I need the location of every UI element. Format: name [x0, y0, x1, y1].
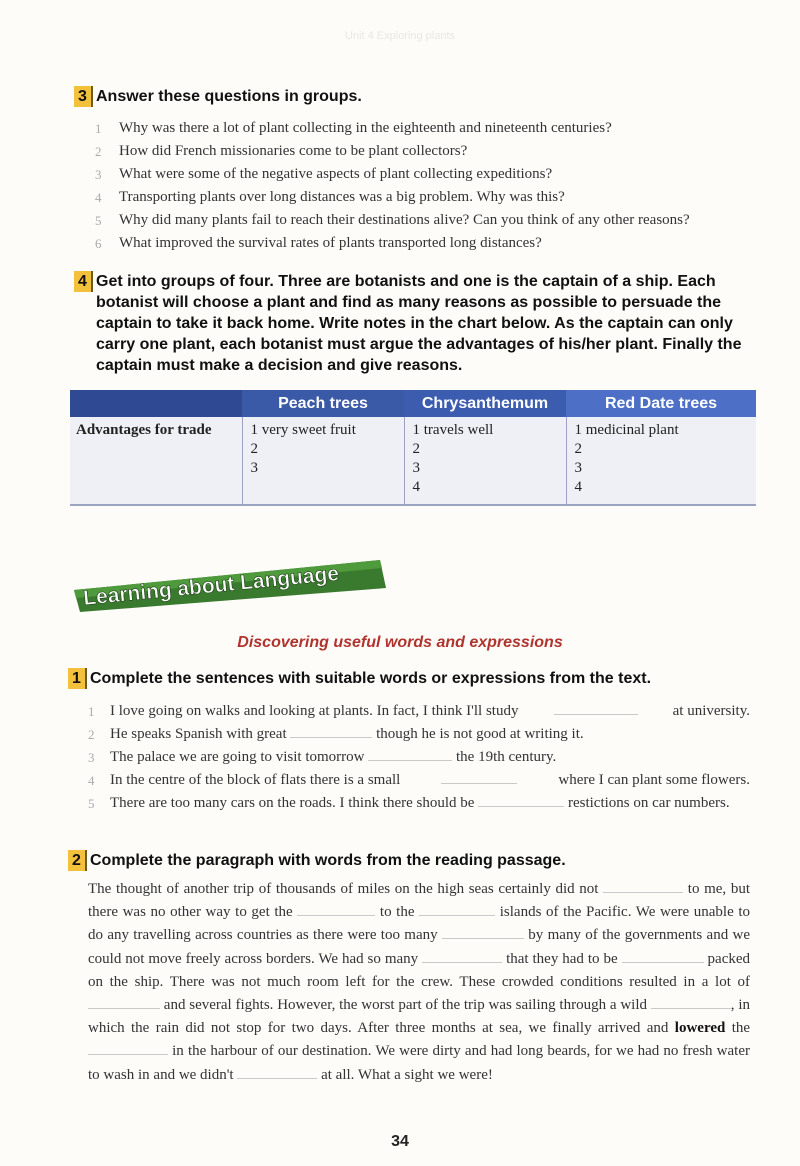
- note-line: 3: [250, 460, 258, 476]
- note-line: 1 travels well: [412, 422, 494, 438]
- paragraph-text: packed on the ship. There was not much room left for the crew. These crowded conditions resulted in a lot of: [88, 950, 751, 990]
- header-chrysanthemum: Chrysanthemum: [404, 390, 566, 417]
- paragraph-text: The thought of another trip of thousands of miles on the high seas certainly did not: [88, 881, 599, 897]
- item-text-after: restictions on car numbers.: [567, 795, 730, 811]
- paragraph-text: in the harbour of our destination. We were dirty and had long beards, for we had no fresh water to wash in and we didn't: [88, 1043, 750, 1083]
- section-4-number: 4: [74, 271, 93, 292]
- item-number: 1: [88, 704, 95, 719]
- answer-blank[interactable]: [368, 746, 452, 761]
- question-number: 1: [95, 121, 102, 136]
- paragraph-text: to the: [379, 904, 415, 921]
- section-4-instructions: Get into groups of four. Three are botanists and one is the captain of a ship. Each botanist will choose a plant and find as many reasons as possible to persuade the captain to take it back home. Write notes in the chart below. As the captain can only carry one plant, each botanist must argue the advantages of his/her plant. Finally the captain must make a decision and give reasons.: [96, 273, 742, 374]
- paragraph-text: by many of the governments and we could not move freely across borders. We had so many: [88, 927, 751, 967]
- exercise-1-heading: [68, 668, 651, 689]
- exercise-item: [88, 723, 750, 746]
- row-label-advantages: Advantages for trade: [70, 417, 242, 505]
- answer-blank[interactable]: [88, 994, 160, 1009]
- section-3-heading: [74, 86, 362, 107]
- cloze-paragraph: [88, 878, 750, 1087]
- question-number: 2: [95, 144, 102, 159]
- page-number: 34: [391, 1133, 409, 1150]
- item-number: 2: [88, 727, 95, 742]
- exercise-1-list: [88, 700, 750, 815]
- exercise-2-heading: [68, 850, 566, 871]
- question-item: [95, 163, 765, 186]
- section-3-title: Answer these questions in groups.: [96, 88, 362, 105]
- note-line: 3: [574, 460, 582, 476]
- exercise-2-title: Complete the paragraph with words from the reading passage.: [90, 852, 566, 869]
- unit-title: Unit 4 Exploring plants: [344, 30, 456, 42]
- item-text-before: I love going on walks and looking at plants. In fact, I think I'll study: [110, 703, 519, 719]
- note-line: 2: [250, 441, 258, 457]
- header-cell-blank: [70, 390, 242, 417]
- header-red-date-trees: Red Date trees: [566, 390, 756, 417]
- exercise-item: [88, 746, 750, 769]
- note-line: 4: [574, 479, 582, 495]
- paragraph-text: to me, but there was no other way to get the: [88, 881, 750, 921]
- question-text: Why was there a lot of plant collecting in the eighteenth and nineteenth centuries?: [119, 120, 612, 136]
- question-item: [95, 186, 765, 209]
- banner-text: Learning about Language: [82, 562, 340, 610]
- answer-blank[interactable]: [651, 994, 731, 1009]
- exercise-item: [88, 792, 750, 815]
- trade-chart: [70, 390, 756, 506]
- question-text: Why did many plants fail to reach their destinations alive? Can you think of any other reasons?: [119, 212, 690, 228]
- item-text-after: though he is not good at writing it.: [376, 726, 584, 742]
- question-number: 4: [95, 190, 102, 205]
- chrysanthemum-notes-cell[interactable]: [404, 417, 566, 505]
- subheading: Discovering useful words and expressions: [237, 634, 563, 651]
- exercise-1-number: 1: [68, 668, 87, 689]
- header-peach-trees: Peach trees: [242, 390, 404, 417]
- exercise-1-title: Complete the sentences with suitable words or expressions from the text.: [90, 670, 652, 687]
- red-date-notes-cell[interactable]: [566, 417, 756, 505]
- paragraph-text: , in which the rain did not stop for two days. After three months at sea, we finally arrived and: [88, 997, 751, 1037]
- note-line: 1 medicinal plant: [574, 422, 679, 438]
- question-item: [95, 117, 765, 140]
- item-number: 3: [88, 750, 95, 765]
- learning-about-language-banner: [70, 556, 388, 614]
- item-number: 4: [88, 773, 95, 788]
- exercise-2-number: 2: [68, 850, 87, 871]
- section-4-heading: [74, 271, 758, 376]
- paragraph-text: and several fights. However, the worst part of the trip was sailing through a wild: [163, 997, 647, 1014]
- question-number: 5: [95, 213, 102, 228]
- paragraph-text: the: [731, 1020, 751, 1037]
- answer-blank[interactable]: [441, 769, 517, 784]
- answer-blank[interactable]: [478, 792, 564, 807]
- section-3-question-list: [95, 117, 765, 255]
- answer-blank[interactable]: [442, 924, 524, 939]
- question-text: Transporting plants over long distances was a big problem. Why was this?: [119, 189, 565, 205]
- peach-notes-cell[interactable]: [242, 417, 404, 505]
- question-item: [95, 232, 765, 255]
- answer-blank[interactable]: [622, 948, 704, 963]
- item-text-before: He speaks Spanish with great: [110, 726, 287, 742]
- note-line: 2: [574, 441, 582, 457]
- paragraph-text: at all. What a sight we were!: [321, 1066, 493, 1083]
- question-text: How did French missionaries come to be plant collectors?: [119, 143, 468, 159]
- exercise-item: [88, 700, 750, 723]
- answer-blank[interactable]: [554, 700, 638, 715]
- item-text-after: the 19th century.: [456, 749, 557, 765]
- question-text: What improved the survival rates of plants transported long distances?: [119, 235, 542, 251]
- paragraph-text: that they had to be: [506, 950, 618, 967]
- answer-blank[interactable]: [422, 948, 502, 963]
- section-3-number: 3: [74, 86, 93, 107]
- answer-blank[interactable]: [297, 901, 375, 916]
- item-text-before: The palace we are going to visit tomorrow: [110, 749, 365, 765]
- note-line: 2: [412, 441, 420, 457]
- note-line: 1 very sweet fruit: [250, 422, 356, 438]
- answer-blank[interactable]: [290, 723, 372, 738]
- trade-chart-row: [70, 417, 756, 505]
- paragraph-text: islands of the Pacific. We were unable to do any travelling across countries as there were too many: [88, 904, 751, 944]
- answer-blank[interactable]: [603, 878, 683, 893]
- question-item: [95, 209, 765, 232]
- note-line: 4: [412, 479, 420, 495]
- item-text-after: at university.: [672, 703, 750, 719]
- exercise-item: [88, 769, 750, 792]
- item-text-before: There are too many cars on the roads. I think there should be: [110, 795, 475, 811]
- question-text: What were some of the negative aspects of plant collecting expeditions?: [119, 166, 553, 182]
- item-text-before: In the centre of the block of flats there is a small: [110, 772, 401, 788]
- trade-chart-header-row: [70, 390, 756, 417]
- answer-blank[interactable]: [419, 901, 495, 916]
- item-text-after: where I can plant some flowers.: [558, 772, 750, 788]
- note-line: 3: [412, 460, 420, 476]
- question-number: 6: [95, 236, 102, 251]
- answer-blank[interactable]: [88, 1040, 168, 1055]
- question-number: 3: [95, 167, 102, 182]
- answer-blank[interactable]: [237, 1064, 317, 1079]
- bold-word: lowered: [674, 1020, 726, 1037]
- question-item: [95, 140, 765, 163]
- item-number: 5: [88, 796, 95, 811]
